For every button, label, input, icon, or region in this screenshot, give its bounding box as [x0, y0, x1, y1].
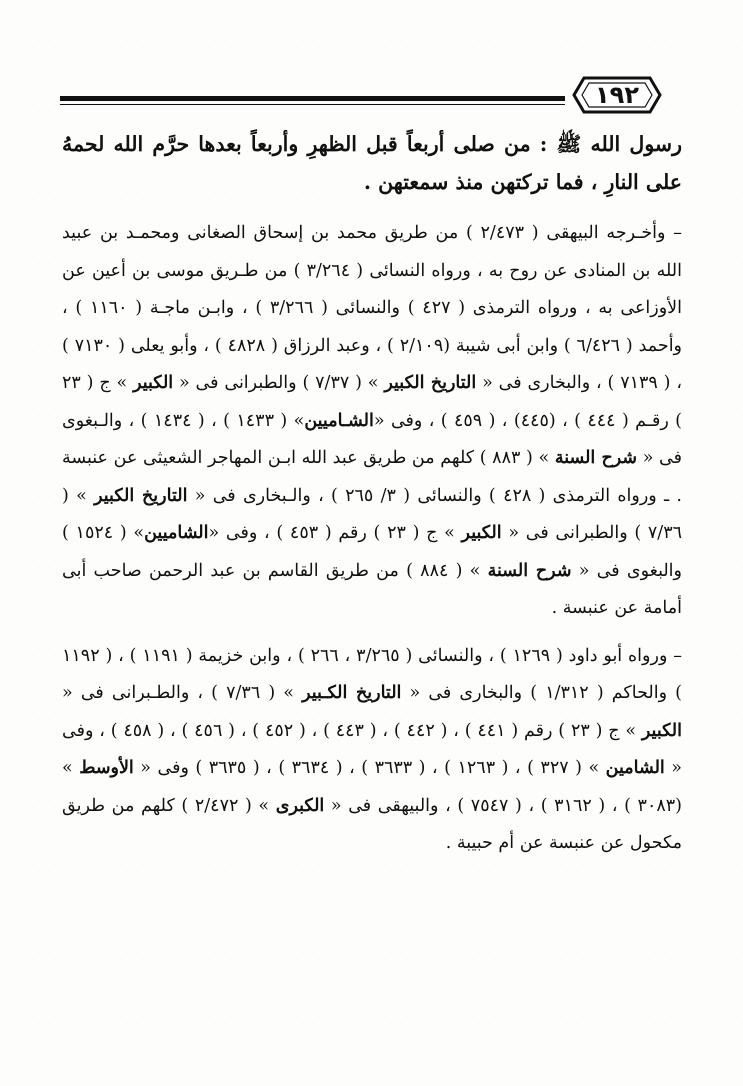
book-title: الأوسط: [79, 758, 134, 778]
takhrij-paragraph-1: [62, 215, 682, 628]
book-title: الكبير: [133, 373, 174, 393]
text-segment: – وأخـرجه البيهقى ( ٢/٤٧٣ ) من طريق محمد بن إسحاق الصغانى ومحمـد بن عبيد الله بن المنادى عن روح به ، ورواه النسائى ( ٣/٢٦٤ ) من طـريق موسى بن أعين عن الأوزاعى به ، ورواه الترمذى ( ٤٢٧ ) والنسائى ( ٣/٢٦٦ ) ، وابـن ماجـة ( ١١٦٠ ) ، وأحمد ( ٦/٤٢٦ ) وابن أبى شيبة (٢/١٠٩ ) ، وعبد الرزاق ( ٤٨٢٨ ) ، وأبو يعلى ( ٧١٣٠ ) ، ( ٧١٣٩ ) ، والبخارى فى «: [62, 223, 683, 393]
page-number: ١٩٢: [595, 81, 639, 109]
text-segment: – ورواه أبو داود ( ١٢٦٩ ) ، والنسائى ( ٣/٢٦٥ ، ٢٦٦ ) ، وابن خزيمة ( ١١٩١ ) ، ( ١١٩٢ ) والحاكم ( ١/٣١٢ ) والبخارى فى «: [62, 645, 682, 703]
book-title: التاريخ الكبير: [94, 485, 188, 506]
text-segment: » ( ١٤٣٣ ) ، ( ١٤٣٤ ) ، والـبغوى فى «: [62, 410, 682, 468]
text-segment: » ج ( ٢٣ ) رقـم ( ٤٤٤ ) ، (٤٤٥) ، ( ٤٥٩ ) ، وفى «: [62, 373, 682, 431]
book-title: الكبرى: [275, 795, 325, 816]
book-title: الكبير: [641, 720, 682, 741]
text-segment: » ( ٧/٣٦ ) ، والطـبرانى فى «: [62, 683, 303, 703]
book-title: الشامين: [605, 758, 665, 778]
book-title: التاريخ الكـبير: [302, 683, 402, 703]
text-segment: » ( ٧/٣٧ ) والطبرانى فى «: [173, 373, 385, 393]
text-segment: » (٣٠٨٣ ) ، ( ٣١٦٢ ) ، ( ٧٥٤٧ ) ، والبيهقى فى «: [62, 758, 682, 816]
header-thick-rule: [60, 96, 565, 101]
text-segment: » ج ( ٢٣ ) رقم ( ٤٤١ ) ، ( ٤٤٢ ) ، ( ٤٤٣ ) ، ( ٤٥٢ ) ، ( ٤٥٦ ) ، ( ٤٥٨ ) ، وفى «: [62, 720, 682, 778]
hadith-text: رسول الله ﷺ : من صلى أربعاً قبل الظهرِ وأربعاً بعدها حرَّم الله لحمهُ على النارِ ، فما تركتهن منذ سمعتهن .: [62, 132, 682, 194]
text-segment: » ( ٣٢٧ ) ، ( ١٢٦٣ ) ، ( ٣٦٣٣ ) ، ( ٣٦٣٤ ) ، ( ٣٦٣٥ ) وفى «: [133, 758, 606, 778]
text-segment: » ( ٢/٤٧٢ ) كلهم من طريق مكحول عن عنبسة عن أم حبيبة .: [62, 795, 682, 853]
page-body: [62, 125, 682, 873]
book-title: شرح السنة: [487, 560, 572, 581]
text-segment: » ( ١٥٢٤ ) والبغوى فى «: [62, 523, 682, 581]
text-segment: » ( ٧/٣٦ ) والطبرانى فى «: [62, 485, 683, 543]
page-header: [60, 62, 680, 122]
page-number-ornament: [572, 72, 662, 118]
book-title: الكبير: [461, 523, 502, 543]
book-title: التاريخ الكبير: [384, 373, 477, 393]
text-segment: » ( ٨٨٣ ) كلهم من طريق عبد الله ابـن المهاجر الشعيثى عن عنبسة . ـ ورواه الترمذى ( ٤٢٨ ) والنسائى ( ٣/ ٢٦٥ ) ، والـبخارى فى «: [62, 448, 682, 506]
book-title: شرح السنة: [554, 448, 638, 468]
book-title: الشاميين: [144, 523, 209, 543]
text-segment: » ج ( ٢٣ ) رقم ( ٤٥٣ ) ، وفى «: [208, 523, 462, 543]
text-segment: » ( ٨٨٤ ) من طريق القاسم بن عبد الرحمن صاحب أبى أمامة عن عنبسة .: [62, 560, 682, 618]
header-thin-rule: [60, 104, 565, 105]
book-title: الشـاميين: [304, 410, 374, 431]
takhrij-paragraph-2: [62, 638, 682, 863]
